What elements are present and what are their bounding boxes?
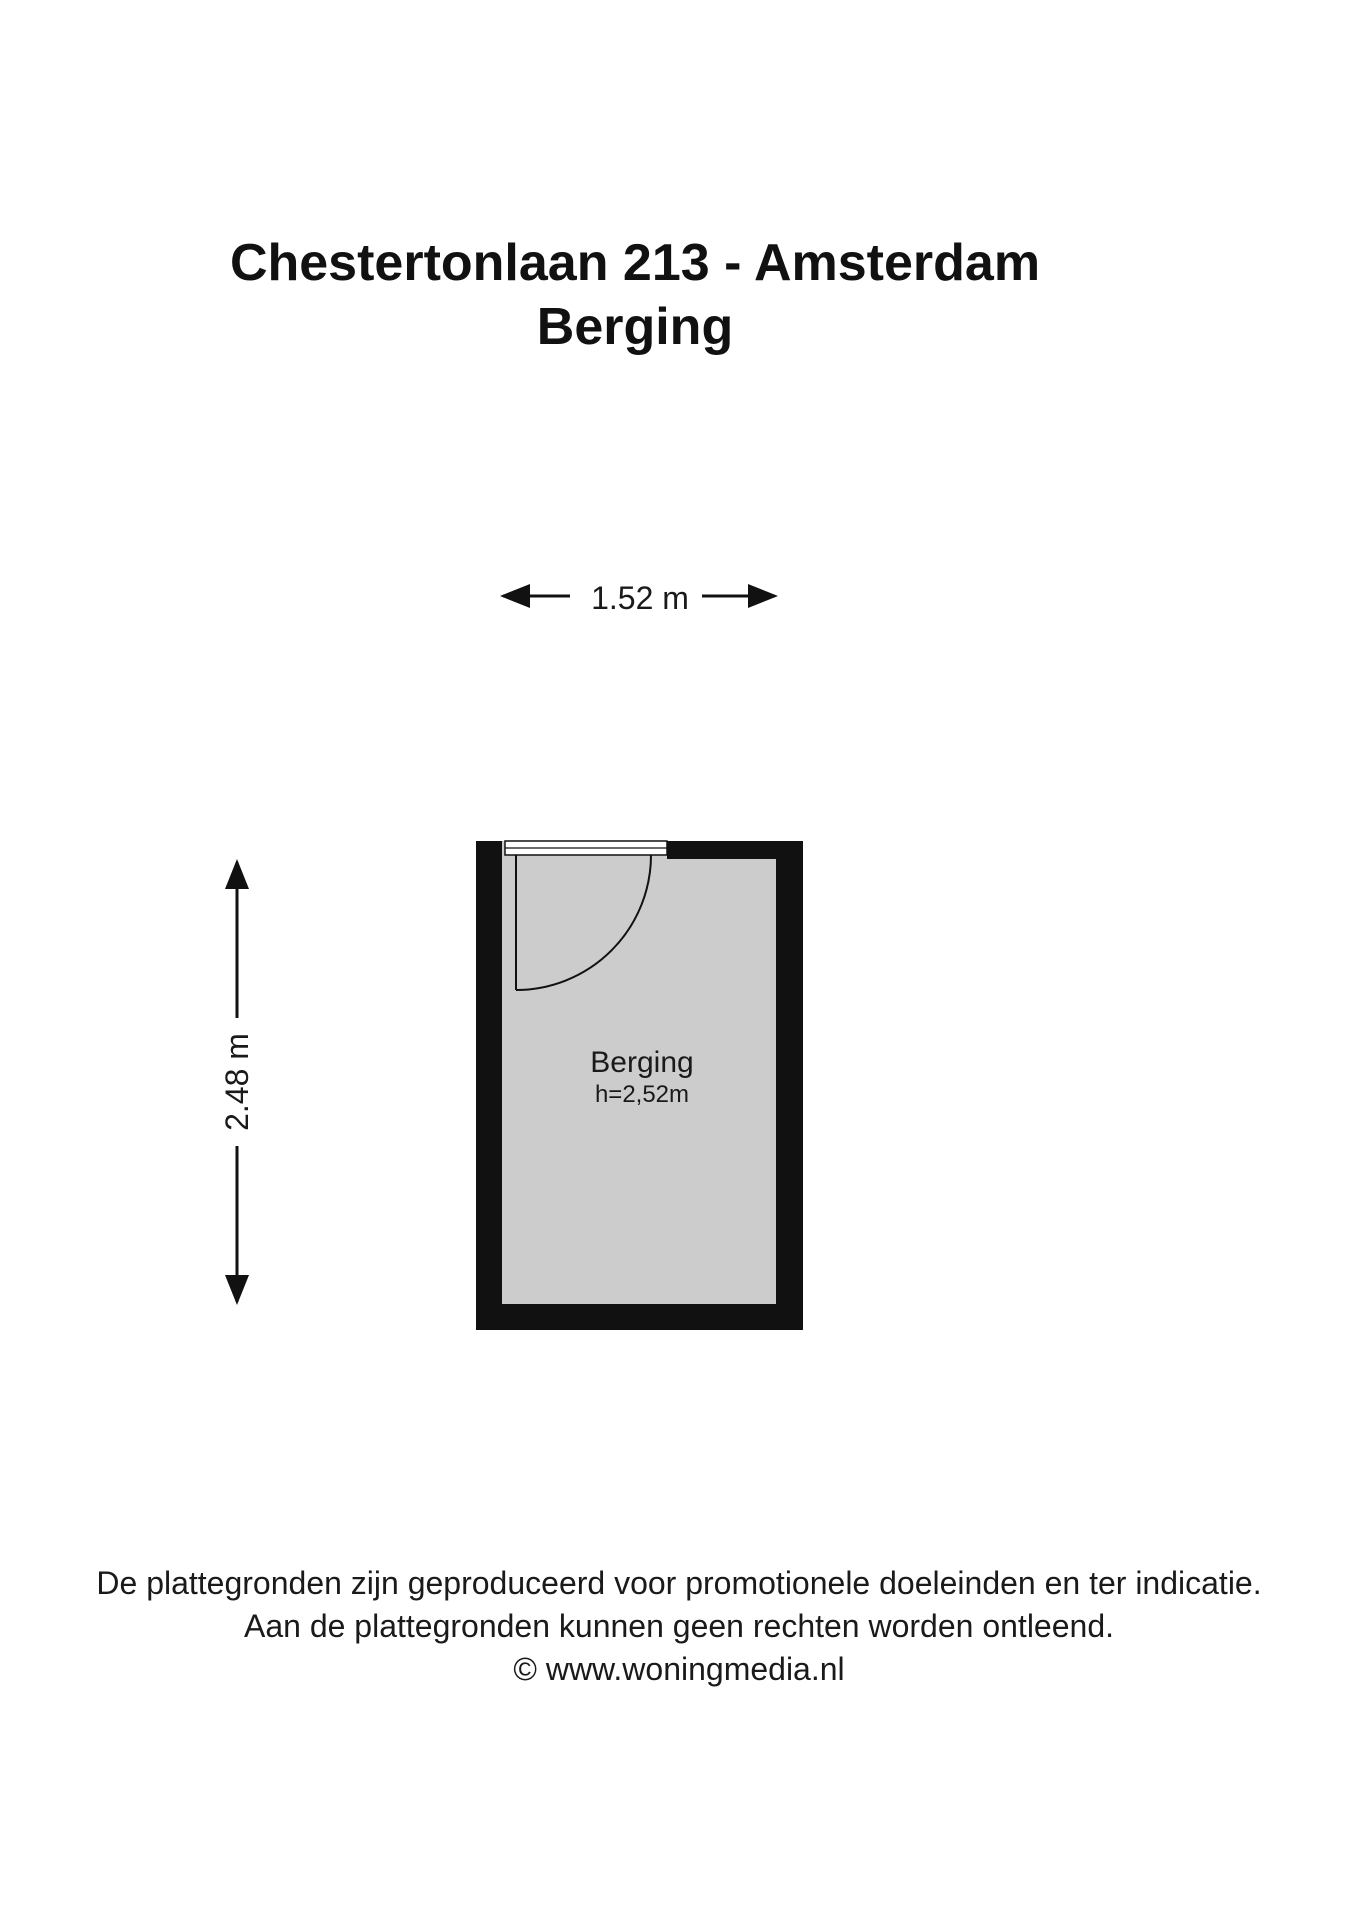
room-height: h=2,52m	[594, 1081, 690, 1108]
width-dimension	[503, 580, 775, 616]
door-frame	[505, 841, 667, 855]
plan-title: Chestertonlaan 213 - Amsterdam	[229, 234, 1041, 292]
disclaimer-line-1: De plattegronden zijn geproduceerd voor promotionele doeleinden en ter indicatie.	[96, 1565, 1262, 1601]
height-label: 2.48 m	[219, 1033, 255, 1131]
width-label: 1.52 m	[591, 580, 689, 616]
copyright-line: © www.woningmedia.nl	[513, 1651, 845, 1687]
disclaimer-line-2: Aan de plattegronden kunnen geen rechten worden ontleend.	[243, 1608, 1114, 1644]
room-name: Berging	[590, 1046, 694, 1079]
height-dimension	[219, 862, 255, 1302]
plan-subtitle: Berging	[536, 298, 734, 356]
